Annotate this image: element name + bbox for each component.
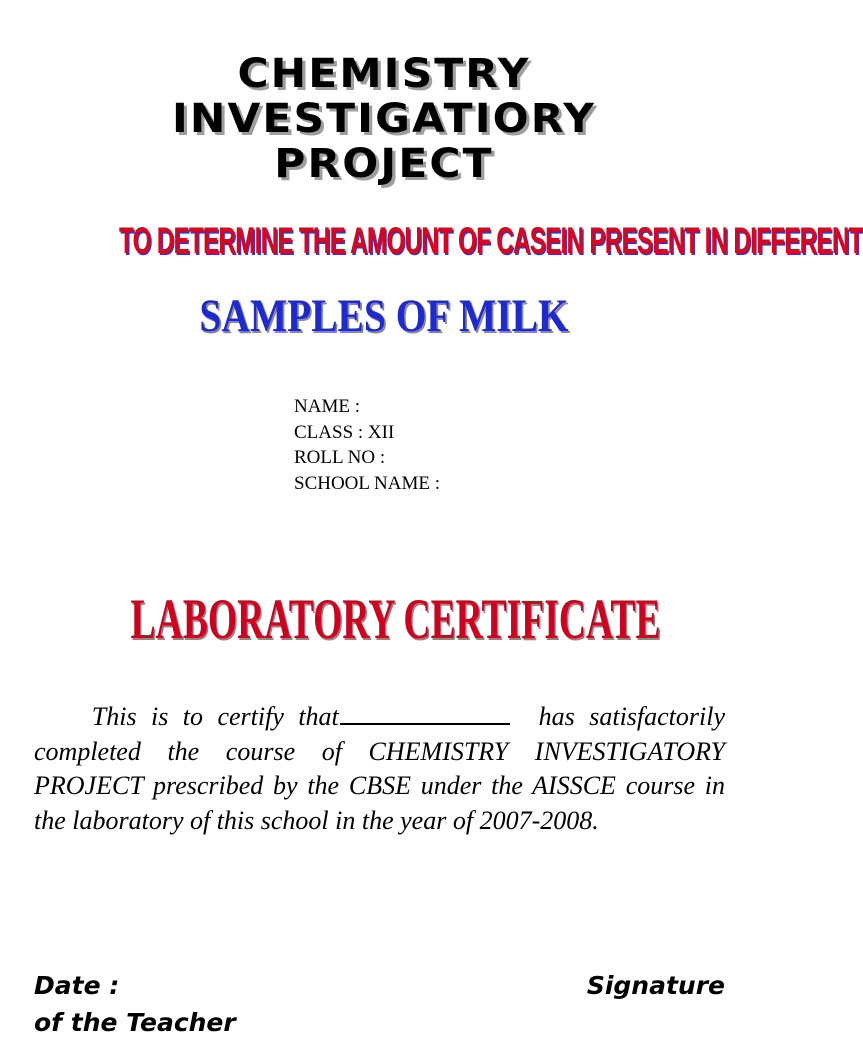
name-blank-line: [340, 699, 510, 725]
topic-line-2: SAMPLES OF MILK: [199, 290, 569, 342]
heading-line-1: CHEMISTRY: [237, 51, 531, 97]
date-label: Date :: [34, 971, 120, 1000]
certificate-text-main: has satisfactorily completed the course of CHEMISTRY INVESTIGATORY PROJECT prescribed by the CBSE under the AISSCE course in the laboratory of this school in the year of 2007-2008.: [34, 702, 726, 835]
certificate-text-intro: This is to certify that: [91, 702, 339, 731]
certificate-title: LABORATORY CERTIFICATE: [130, 588, 661, 651]
roll-no-field: ROLL NO :: [294, 447, 386, 468]
topic-line-1: TO DETERMINE THE AMOUNT OF CASEIN PRESENT IN DIFFERENT: [119, 220, 863, 262]
certificate-body: [34, 699, 725, 838]
signature-label: Signature: [586, 971, 725, 1000]
heading-line-3: PROJECT: [274, 141, 494, 187]
class-field: CLASS : XII: [294, 421, 395, 443]
project-heading: [0, 52, 791, 187]
heading-line-2: INVESTIGATIORY: [171, 96, 597, 142]
student-details: [294, 394, 440, 496]
teacher-label: of the Teacher: [34, 1008, 236, 1037]
school-name-field: SCHOOL NAME :: [294, 472, 441, 494]
name-field: NAME :: [294, 396, 360, 417]
